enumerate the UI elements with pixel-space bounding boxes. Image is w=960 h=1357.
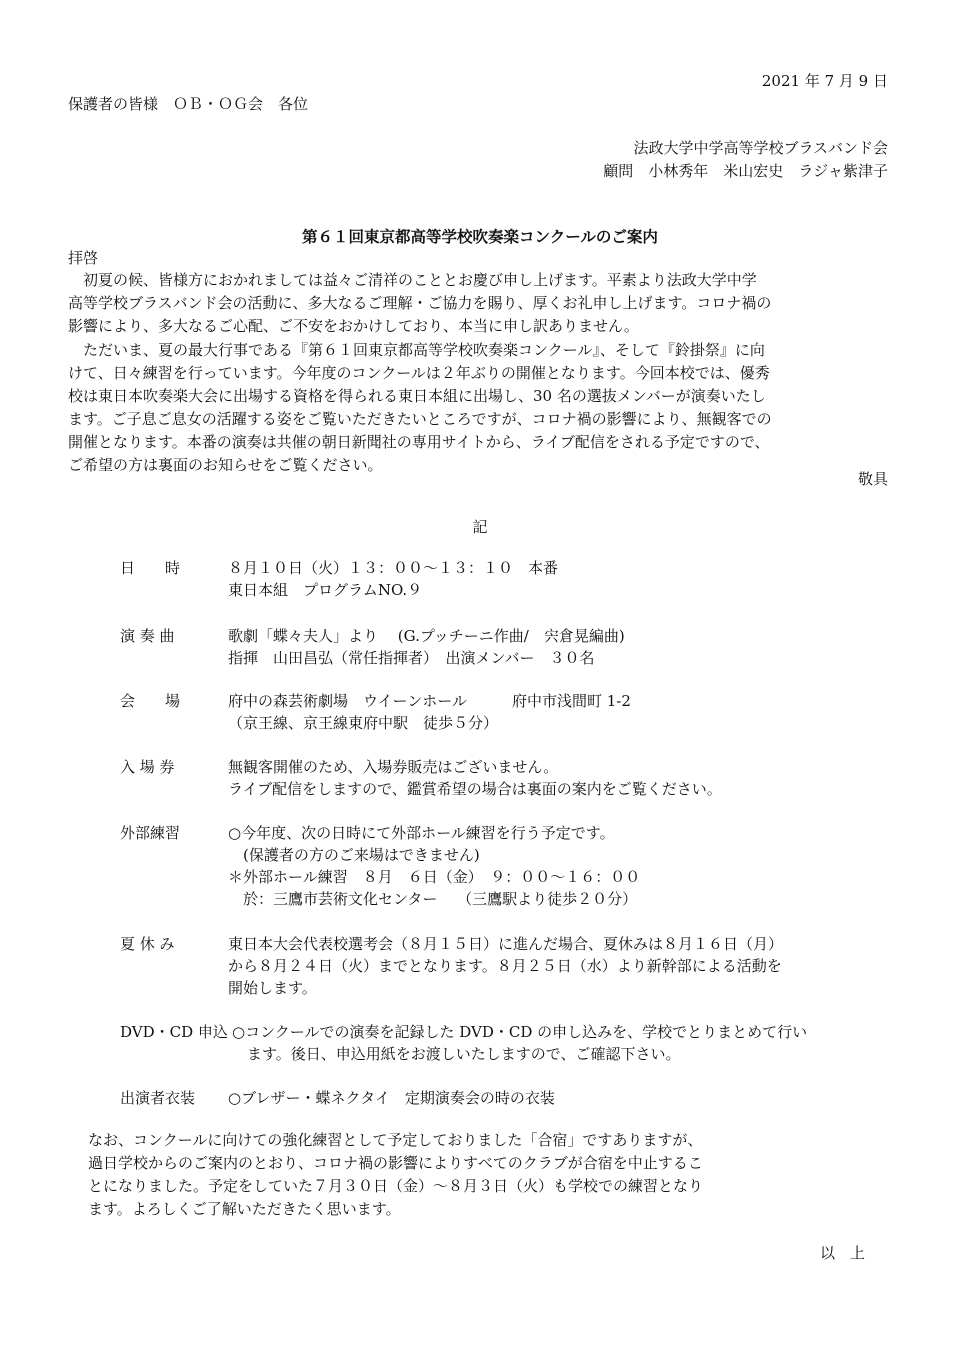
detail-value [228, 822, 640, 910]
paragraph-line: けて、日々練習を行っています。今年度のコンクールは２年ぶりの開催となります。今回本校では、優秀 [68, 364, 770, 382]
detail-line: 開始します。 [228, 979, 317, 997]
greeting-paragraph [68, 269, 892, 338]
detail-label: 日 時 [120, 559, 181, 577]
opening-salutation: 拝啓 [68, 249, 99, 267]
detail-value [228, 690, 631, 734]
detail-line: 無観客開催のため、入場券販売はございません。 [228, 758, 559, 776]
detail-value [228, 1087, 555, 1109]
detail-line: ライブ配信をしますので、鑑賞希望の場合は裏面の案内をご覧ください。 [228, 780, 722, 798]
closing-salutation: 敬具 [857, 470, 888, 488]
detail-label: 外部練習 [120, 824, 181, 842]
detail-label: 出演者衣装 [120, 1089, 196, 1107]
detail-line: ＊外部ホール練習 ８月 ６日（金） ９：００〜１６：００ [228, 868, 641, 886]
paragraph-line: ます。よろしくご了解いただきたく思います。 [88, 1200, 401, 1218]
paragraph-line: 過日学校からのご案内のとおり、コロナ禍の影響によりすべてのクラブが合宿を中止するこ [88, 1154, 703, 1172]
detail-line: 於：三鷹市芸術文化センター （三鷹駅より徒歩２０分） [228, 890, 638, 908]
addressees: 保護者の皆様 ＯＢ・ＯＧ会 各位 [68, 95, 309, 113]
detail-value [228, 625, 625, 669]
paragraph-line: 高等学校ブラスバンド会の活動に、多大なるご理解・ご協力を賜り、厚くお礼申し上げます。コロナ禍の [68, 294, 772, 312]
paragraph-line: ご希望の方は裏面のお知らせをご覧ください。 [68, 456, 383, 474]
sender-advisors: 顧問 小林秀年 米山宏史 ラジャ紫津子 [603, 162, 888, 180]
detail-value [228, 933, 783, 999]
detail-line: 歌劇「蝶々夫人」より (G.プッチーニ作曲/ 宍倉晃編曲) [228, 627, 625, 645]
detail-line: ８月１０日（火）１３：００〜１３：１０ 本番 [228, 559, 559, 577]
detail-label: 夏 休 み [120, 935, 175, 953]
detail-line: ○コンクールでの演奏を記録した DVD・CD の申し込みを、学校でとりまとめて行い [232, 1023, 808, 1041]
ijou-ending: 以 上 [819, 1244, 865, 1262]
detail-line: （京王線、京王線東府中駅 徒歩５分） [228, 714, 499, 732]
ki-heading: 記 [472, 518, 488, 536]
detail-line: 東日本組 プログラムNO.９ [228, 581, 423, 599]
sender-organization: 法政大学中学高等学校ブラスバンド会 [633, 139, 888, 157]
detail-value [228, 756, 722, 800]
detail-label: 会 場 [120, 692, 181, 710]
detail-value [232, 1021, 807, 1065]
detail-line: ○ブレザー・蝶ネクタイ 定期演奏会の時の衣装 [228, 1089, 555, 1107]
paragraph-line: 影響により、多大なるご心配、ご不安をおかけしており、本当に申し訳ありません。 [68, 317, 639, 335]
letter-date: 2021 年 7 月 9 日 [761, 72, 888, 90]
paragraph-line: 開催となります。本番の演奏は共催の朝日新聞社の専用サイトから、ライブ配信をされる予定ですので、 [68, 433, 770, 451]
detail-line: ます。後日、申込用紙をお渡しいたしますので、ご確認下さい。 [232, 1045, 681, 1063]
paragraph-line: とになりました。予定をしていた７月３０日（金）〜８月３日（火）も学校での練習となり [88, 1177, 704, 1195]
document-title: 第６１回東京都高等学校吹奏楽コンクールのご案内 [302, 228, 658, 246]
detail-line: ○今年度、次の日時にて外部ホール練習を行う予定です。 [228, 824, 615, 842]
paragraph-line: なお、コンクールに向けての強化練習として予定しておりました「合宿」ですありますが、 [88, 1131, 703, 1149]
detail-line: 府中の森芸術劇場 ウイーンホール 府中市浅間町 1-2 [228, 692, 631, 710]
detail-line: から８月２４日（火）までとなります。８月２５日（水）より新幹部による活動を [228, 957, 782, 975]
detail-line: (保護者の方のご来場はできません) [228, 846, 480, 864]
detail-label: DVD・CD 申込 [120, 1023, 228, 1041]
detail-label: 演 奏 曲 [120, 627, 175, 645]
paragraph-line: 初夏の候、皆様方におかれましては益々ご清祥のこととお慶び申し上げます。平素より法政大学中学 [68, 271, 757, 289]
detail-line: 指揮 山田昌弘（常任指揮者） 出演メンバー ３０名 [228, 649, 595, 667]
detail-line: 東日本大会代表校選考会（８月１５日）に進んだ場合、夏休みは８月１６日（月） [228, 935, 784, 953]
paragraph-line: ただいま、夏の最大行事である『第６１回東京都高等学校吹奏楽コンクール』、そして『鈴掛祭』に向 [68, 341, 765, 359]
closing-paragraph [88, 1129, 703, 1221]
detail-value [228, 557, 558, 601]
paragraph-line: ます。ご子息ご息女の活躍する姿をご覧いただきたいところですが、コロナ禍の影響により、無観客での [68, 410, 772, 428]
detail-label: 入 場 券 [120, 758, 175, 776]
announcement-paragraph [68, 339, 892, 477]
paragraph-line: 校は東日本吹奏楽大会に出場する資格を得られる東日本組に出場し、30 名の選抜メンバーが演奏いたし [68, 387, 766, 405]
